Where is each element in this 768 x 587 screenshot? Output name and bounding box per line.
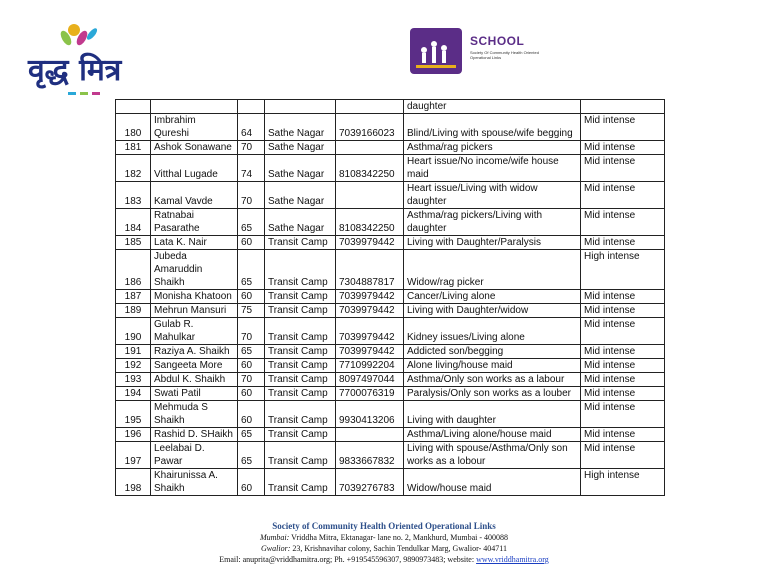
- cell-name: Mehrun Mansuri: [151, 304, 238, 318]
- cell-name: Raziya A. Shaikh: [151, 345, 238, 359]
- footer-contact: [0, 554, 768, 565]
- logo-script-text: वृद्ध मित्र: [28, 53, 122, 88]
- cell-age: 70: [238, 182, 265, 209]
- cell-status: Cancer/Living alone: [404, 290, 581, 304]
- school-subtitle: Society Of Community Health Oriented Operational Links: [470, 50, 539, 60]
- table-row: [116, 373, 665, 387]
- mumbai-address: Vriddha Mitra, Ektanagar- lane no. 2, Mankhurd, Mumbai - 400088: [291, 533, 509, 542]
- cell-intensity: Mid intense: [581, 290, 665, 304]
- table-row: [116, 250, 665, 290]
- cell-phone: 7304887817: [336, 250, 404, 290]
- cell-no: 192: [116, 359, 151, 373]
- cell-phone: 7039979442: [336, 318, 404, 345]
- cell-no: 193: [116, 373, 151, 387]
- cell-intensity: Mid intense: [581, 141, 665, 155]
- cell-name: Jubeda Amaruddin Shaikh: [151, 250, 238, 290]
- cell-intensity: Mid intense: [581, 401, 665, 428]
- cell-age: 60: [238, 387, 265, 401]
- table-row: [116, 141, 665, 155]
- cell-age: 70: [238, 373, 265, 387]
- gwalior-address: 23, Krishnavihar colony, Sachin Tendulkar Marg, Gwalior- 404711: [292, 544, 507, 553]
- cell-area: Transit Camp: [265, 359, 336, 373]
- cell-area: Transit Camp: [265, 387, 336, 401]
- school-title: SCHOOL: [470, 34, 525, 48]
- cell-intensity: Mid intense: [581, 114, 665, 141]
- cell-no: 183: [116, 182, 151, 209]
- cell-area: Transit Camp: [265, 318, 336, 345]
- cell-phone: 7039276783: [336, 469, 404, 496]
- cell-no: 186: [116, 250, 151, 290]
- cell-name: Ashok Sonawane: [151, 141, 238, 155]
- cell-age: 64: [238, 114, 265, 141]
- cell-phone: 7039979442: [336, 304, 404, 318]
- table-row: [116, 469, 665, 496]
- cell-status: daughter: [404, 100, 581, 114]
- cell-area: Sathe Nagar: [265, 114, 336, 141]
- cell-age: 70: [238, 318, 265, 345]
- cell-name: Swati Patil: [151, 387, 238, 401]
- cell-phone: 7710992204: [336, 359, 404, 373]
- cell-no: 194: [116, 387, 151, 401]
- cell-phone: 7700076319: [336, 387, 404, 401]
- cell-phone: 7039979442: [336, 345, 404, 359]
- cell-intensity: Mid intense: [581, 182, 665, 209]
- cell-age: 60: [238, 290, 265, 304]
- cell-area: [265, 100, 336, 114]
- table-row: [116, 428, 665, 442]
- footer-org-name: Society of Community Health Oriented Operational Links: [272, 521, 496, 531]
- cell-status: Widow/house maid: [404, 469, 581, 496]
- cell-name: Ratnabai Pasarathe: [151, 209, 238, 236]
- cell-phone: 9833667832: [336, 442, 404, 469]
- table-row: [116, 209, 665, 236]
- cell-intensity: Mid intense: [581, 359, 665, 373]
- cell-age: 65: [238, 428, 265, 442]
- cell-phone: [336, 141, 404, 155]
- table-row: [116, 114, 665, 141]
- cell-no: 185: [116, 236, 151, 250]
- cell-phone: 7039979442: [336, 236, 404, 250]
- cell-no: 195: [116, 401, 151, 428]
- cell-status: Blind/Living with spouse/wife begging: [404, 114, 581, 141]
- cell-name: Monisha Khatoon: [151, 290, 238, 304]
- table-row: [116, 387, 665, 401]
- cell-no: 184: [116, 209, 151, 236]
- cell-status: Addicted son/begging: [404, 345, 581, 359]
- table-row: [116, 359, 665, 373]
- cell-age: [238, 100, 265, 114]
- cell-age: 65: [238, 345, 265, 359]
- cell-no: 187: [116, 290, 151, 304]
- cell-area: Transit Camp: [265, 442, 336, 469]
- footer-mumbai: [0, 532, 768, 543]
- cell-phone: [336, 182, 404, 209]
- footer-gwalior: [0, 543, 768, 554]
- cell-age: 65: [238, 250, 265, 290]
- cell-no: 198: [116, 469, 151, 496]
- cell-age: 60: [238, 359, 265, 373]
- cell-no: 196: [116, 428, 151, 442]
- cell-name: Khairunissa A. Shaikh: [151, 469, 238, 496]
- cell-phone: 9930413206: [336, 401, 404, 428]
- cell-status: Widow/rag picker: [404, 250, 581, 290]
- cell-intensity: [581, 100, 665, 114]
- cell-status: Kidney issues/Living alone: [404, 318, 581, 345]
- cell-phone: [336, 100, 404, 114]
- cell-no: 197: [116, 442, 151, 469]
- cell-age: 74: [238, 155, 265, 182]
- cell-phone: 8108342250: [336, 209, 404, 236]
- cell-age: 75: [238, 304, 265, 318]
- cell-phone: 7039979442: [336, 290, 404, 304]
- cell-name: Vitthal Lugade: [151, 155, 238, 182]
- cell-area: Transit Camp: [265, 236, 336, 250]
- cell-status: Living with daughter: [404, 401, 581, 428]
- cell-intensity: Mid intense: [581, 318, 665, 345]
- table-row: [116, 182, 665, 209]
- cell-status: Alone living/house maid: [404, 359, 581, 373]
- cell-intensity: High intense: [581, 250, 665, 290]
- cell-intensity: Mid intense: [581, 236, 665, 250]
- cell-area: Transit Camp: [265, 250, 336, 290]
- gwalior-label: Gwalior:: [261, 544, 291, 553]
- cell-area: Transit Camp: [265, 469, 336, 496]
- cell-area: Transit Camp: [265, 428, 336, 442]
- vriddha-mitra-logo: [22, 20, 126, 100]
- cell-no: 191: [116, 345, 151, 359]
- cell-name: [151, 100, 238, 114]
- cell-age: 60: [238, 469, 265, 496]
- cell-status: Living with Daughter/Paralysis: [404, 236, 581, 250]
- table-row: [116, 345, 665, 359]
- cell-status: Living with Daughter/widow: [404, 304, 581, 318]
- cell-status: Heart issue/No income/wife house maid: [404, 155, 581, 182]
- table-row: [116, 155, 665, 182]
- cell-area: Sathe Nagar: [265, 209, 336, 236]
- cell-area: Sathe Nagar: [265, 141, 336, 155]
- table-row: [116, 304, 665, 318]
- cell-age: 65: [238, 209, 265, 236]
- cell-status: Asthma/rag pickers/Living with daughter: [404, 209, 581, 236]
- table-row: [116, 236, 665, 250]
- contact-text: Email: anuprita@vriddhamitra.org; Ph. +919545596307, 9890973483; website:: [219, 555, 475, 564]
- cell-intensity: High intense: [581, 469, 665, 496]
- cell-name: Lata K. Nair: [151, 236, 238, 250]
- table-row: [116, 401, 665, 428]
- cell-no: 180: [116, 114, 151, 141]
- cell-intensity: Mid intense: [581, 345, 665, 359]
- cell-area: Transit Camp: [265, 401, 336, 428]
- cell-status: Living with spouse/Asthma/Only son works as a lobour: [404, 442, 581, 469]
- cell-phone: 7039166023: [336, 114, 404, 141]
- cell-intensity: Mid intense: [581, 209, 665, 236]
- cell-phone: 8108342250: [336, 155, 404, 182]
- cell-name: Leelabai D. Pawar: [151, 442, 238, 469]
- cell-name: Rashid D. SHaikh: [151, 428, 238, 442]
- cell-phone: 8097497044: [336, 373, 404, 387]
- website-link[interactable]: www.vriddhamitra.org: [476, 555, 549, 564]
- table-row: [116, 442, 665, 469]
- footer: [0, 521, 768, 565]
- elderly-beneficiaries-table: [115, 99, 665, 496]
- table-row: [116, 318, 665, 345]
- cell-status: Asthma/Only son works as a labour: [404, 373, 581, 387]
- cell-area: Transit Camp: [265, 345, 336, 359]
- cell-name: Imbrahim Qureshi: [151, 114, 238, 141]
- cell-intensity: Mid intense: [581, 387, 665, 401]
- cell-age: 65: [238, 442, 265, 469]
- cell-intensity: Mid intense: [581, 373, 665, 387]
- cell-name: Mehmuda S Shaikh: [151, 401, 238, 428]
- school-emblem: [410, 28, 462, 74]
- cell-no: 181: [116, 141, 151, 155]
- cell-no: 190: [116, 318, 151, 345]
- cell-status: Asthma/Living alone/house maid: [404, 428, 581, 442]
- cell-no: 182: [116, 155, 151, 182]
- cell-status: Paralysis/Only son works as a louber: [404, 387, 581, 401]
- cell-area: Transit Camp: [265, 304, 336, 318]
- cell-status: Heart issue/Living with widow daughter: [404, 182, 581, 209]
- table-row: [116, 290, 665, 304]
- school-logo: [410, 28, 540, 78]
- cell-no: 189: [116, 304, 151, 318]
- cell-name: Gulab R. Mahulkar: [151, 318, 238, 345]
- cell-name: Kamal Vavde: [151, 182, 238, 209]
- mumbai-label: Mumbai:: [259, 533, 290, 542]
- table-row: [116, 100, 665, 114]
- cell-intensity: Mid intense: [581, 442, 665, 469]
- cell-area: Sathe Nagar: [265, 155, 336, 182]
- cell-name: Abdul K. Shaikh: [151, 373, 238, 387]
- cell-age: 60: [238, 236, 265, 250]
- cell-no: [116, 100, 151, 114]
- cell-area: Transit Camp: [265, 290, 336, 304]
- cell-age: 60: [238, 401, 265, 428]
- cell-area: Transit Camp: [265, 373, 336, 387]
- cell-intensity: Mid intense: [581, 304, 665, 318]
- cell-status: Asthma/rag pickers: [404, 141, 581, 155]
- cell-intensity: Mid intense: [581, 428, 665, 442]
- cell-area: Sathe Nagar: [265, 182, 336, 209]
- cell-phone: [336, 428, 404, 442]
- cell-age: 70: [238, 141, 265, 155]
- cell-name: Sangeeta More: [151, 359, 238, 373]
- cell-intensity: Mid intense: [581, 155, 665, 182]
